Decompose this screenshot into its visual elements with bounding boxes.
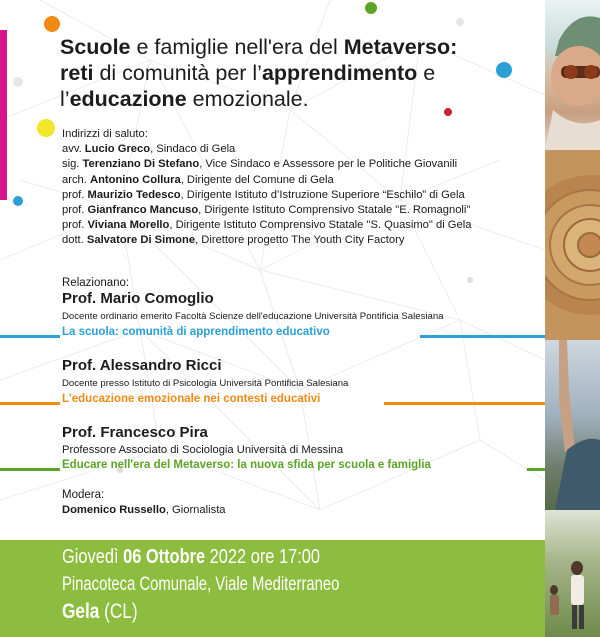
title-part: educazione [69, 87, 187, 111]
moderator-name: Domenico Russello [62, 504, 166, 516]
talk-underline [420, 335, 545, 338]
greeting-role: , Dirigente Istituto Comprensivo Statale "S. Quasimo" di Gela [169, 219, 472, 232]
speaker-role: Professore Associato di Sociologia Università di Messina [62, 444, 344, 456]
speaker-name: Prof. Alessandro Ricci [62, 357, 222, 374]
greeting-role: , Dirigente del Comune di Gela [180, 173, 334, 186]
speaker-name: Prof. Mario Comoglio [62, 290, 214, 307]
greeting-row [62, 188, 542, 203]
greeting-role: , Vice Sindaco e Assessore per le Politiche Giovanili [199, 158, 458, 171]
moderator-line [62, 504, 226, 516]
greeting-prefix: arch. [62, 173, 90, 186]
greeting-prefix: prof. [62, 188, 88, 201]
greeting-role: , Sindaco di Gela [150, 143, 236, 156]
greeting-name: Maurizio Tedesco [87, 188, 181, 201]
photo-wood-rings [545, 150, 600, 340]
greeting-row [62, 233, 542, 248]
talk-underline [527, 468, 545, 471]
greeting-role: , Dirigente Istituto d’Istruzione Superiore “Eschilo” di Gela [180, 188, 465, 201]
greeting-row [62, 157, 542, 172]
greeting-row [62, 142, 542, 157]
title-part: l’ [60, 87, 70, 111]
greeting-name: Lucio Greco [84, 143, 151, 156]
title-part: Scuole [60, 35, 131, 59]
event-venue: Pinacoteca Comunale, Viale Mediterraneo [62, 574, 340, 595]
speaker-role: Docente presso Istituto di Psicologia Università Pontificia Salesiana [62, 378, 349, 389]
talk-underline [0, 468, 60, 471]
greeting-row [62, 203, 542, 218]
event-footer [0, 540, 545, 637]
talk-underline [0, 335, 60, 338]
title-part: apprendimento [261, 61, 418, 85]
greeting-name: Viviana Morello [87, 219, 170, 232]
greeting-role: , Direttore progetto The Youth City Factory [195, 234, 405, 247]
event-day: Giovedì [62, 546, 124, 568]
title-part: reti [60, 61, 94, 85]
title-part: di comunità per l’ [93, 61, 262, 85]
greeting-prefix: dott. [62, 234, 87, 247]
title-part: e [417, 61, 436, 85]
event-time: ore 17:00 [246, 546, 321, 568]
photo-strip [545, 0, 600, 637]
greeting-row [62, 173, 542, 188]
page-title [60, 34, 540, 112]
speaker-name: Prof. Francesco Pira [62, 424, 208, 441]
greeting-name: Gianfranco Mancuso [87, 204, 199, 217]
talk-title: Educare nell'era del Metaverso: la nuova sfida per scuola e famiglia [62, 459, 431, 471]
talk-title: L'educazione emozionale nei contesti educativi [62, 393, 321, 405]
greeting-row [62, 218, 542, 233]
greeting-prefix: sig. [62, 158, 83, 171]
event-datetime [62, 546, 320, 569]
greeting-role: , Dirigente Istituto Comprensivo Statale "E. Romagnoli" [198, 204, 471, 217]
greeting-name: Antonino Collura [89, 173, 181, 186]
title-part: e famiglie nell'era del [130, 35, 344, 59]
talk-underline [384, 402, 545, 405]
speakers-heading: Relazionano: [62, 277, 130, 289]
talk-title: La scuola: comunità di apprendimento educativo [62, 326, 330, 338]
accent-bar [0, 30, 7, 200]
event-province: (CL) [99, 600, 138, 623]
event-year: 2022 [205, 546, 247, 568]
greeting-prefix: prof. [62, 219, 88, 232]
greetings-heading: Indirizzi di saluto: [62, 128, 148, 140]
greetings-section [62, 127, 542, 249]
greeting-prefix: prof. [62, 204, 88, 217]
greeting-name: Terenziano Di Stefano [82, 158, 200, 171]
photo-field-people [545, 510, 600, 637]
title-part: emozionale. [186, 87, 309, 111]
photo-sunglasses-girl [545, 0, 600, 150]
speaker-role: Docente ordinario emerito Facoltà Scienze dell'educazione Università Pontificia Salesiana [62, 311, 444, 322]
greeting-name: Salvatore Di Simone [86, 234, 196, 247]
event-city: Gela [62, 600, 100, 623]
event-date: 06 Ottobre [123, 546, 206, 568]
photo-raised-hand [545, 340, 600, 510]
event-location [62, 600, 138, 624]
greeting-prefix: avv. [62, 143, 85, 156]
title-part: Metaverso: [343, 35, 458, 59]
moderator-role: , Giornalista [165, 504, 226, 516]
talk-underline [0, 402, 60, 405]
moderator-heading: Modera: [62, 489, 105, 501]
